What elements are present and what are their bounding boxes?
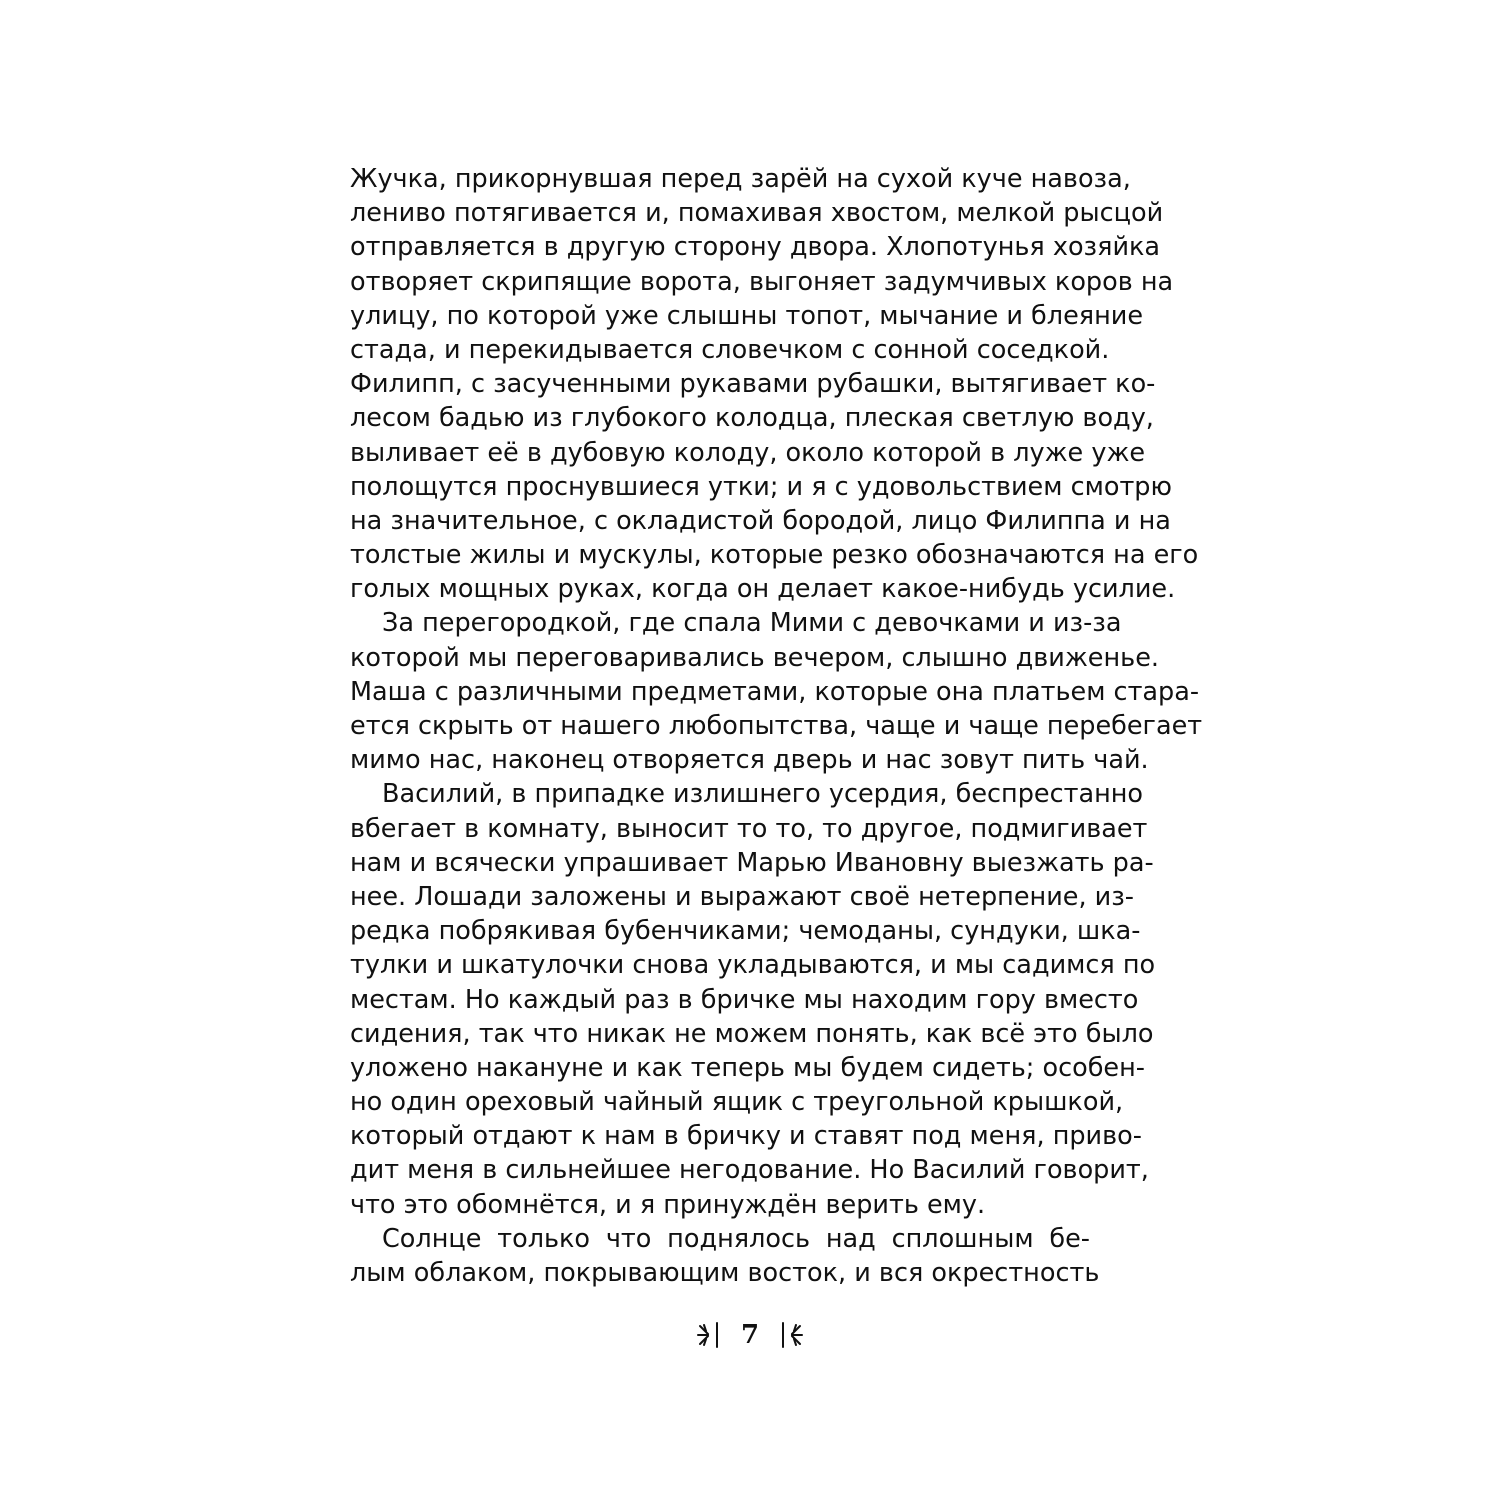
text-line: полощутся проснувшиеся утки; и я с удовольствием смотрю — [350, 471, 1172, 502]
text-line: вбегает в комнату, выносит то то, то другое, подмигивает — [350, 813, 1148, 844]
text-line: За перегородкой, где спала Мими с девочками и из-за — [382, 608, 1122, 639]
ornament-right-icon — [779, 1322, 805, 1348]
text-line: редка побрякивая бубенчиками; чемоданы, сундуки, шка- — [350, 916, 1141, 947]
page-footer — [0, 1315, 1500, 1355]
page-number: 7 — [740, 1320, 760, 1350]
text-line: который отдают к нам в бричку и ставят под меня, приво- — [350, 1121, 1142, 1152]
text-line: дит меня в сильнейшее негодование. Но Василий говорит, — [350, 1155, 1149, 1186]
text-line: Солнце только что поднялось над сплошным бе- — [382, 1223, 1090, 1254]
text-line: ется скрыть от нашего любопытства, чаще и чаще перебегает — [350, 711, 1203, 741]
text-line: голых мощных руках, когда он делает какое-нибудь усилие. — [350, 574, 1176, 605]
text-line: уложено накануне и как теперь мы будем сидеть; особен- — [350, 1052, 1145, 1083]
text-line: сидения, так что никак не можем понять, как всё это было — [350, 1018, 1154, 1049]
text-line: толстые жилы и мускулы, которые резко обозначаются на его — [350, 540, 1199, 571]
text-line: нее. Лошади заложены и выражают своё нетерпение, из- — [350, 881, 1135, 912]
text-line: Маша с различными предметами, которые она платьем стара- — [350, 676, 1200, 707]
text-line: но один ореховый чайный ящик с треугольной крышкой, — [350, 1087, 1124, 1118]
text-line: отворяет скрипящие ворота, выгоняет задумчивых коров на — [350, 266, 1174, 297]
text-line: лым облаком, покрывающим восток, и вся окрестность — [350, 1258, 1100, 1288]
text-line: Жучка, прикорнувшая перед зарёй на сухой куче навоза, — [350, 164, 1131, 194]
text-line: Василий, в припадке излишнего усердия, беспрестанно — [382, 779, 1144, 810]
text-line: улицу, по которой уже слышны топот, мычание и блеяние — [350, 300, 1144, 331]
text-line: тулки и шкатулочки снова укладываются, и мы садимся по — [350, 950, 1156, 981]
text-line: отправляется в другую сторону двора. Хлопотунья хозяйка — [350, 232, 1161, 263]
text-line: стада, и перекидывается словечком с сонной соседкой. — [350, 334, 1110, 365]
text-line: нам и всячески упрашивает Марью Ивановну выезжать ра- — [350, 847, 1154, 878]
text-line: выливает её в дубовую колоду, около которой в луже уже — [350, 437, 1146, 468]
text-line: лесом бадью из глубокого колодца, плеская светлую воду, — [350, 403, 1154, 434]
text-line: Филипп, с засученными рукавами рубашки, вытягивает ко- — [350, 369, 1156, 400]
text-line: местам. Но каждый раз в бричке мы находим гору вместо — [350, 984, 1139, 1015]
body-text — [350, 162, 1203, 1290]
text-line: на значительное, с окладистой бородой, лицо Филиппа и на — [350, 505, 1171, 536]
text-line: что это обомнётся, и я принуждён верить ему. — [350, 1189, 986, 1220]
text-line: лениво потягивается и, помахивая хвостом, мелкой рысцой — [350, 198, 1164, 229]
ornament-left-icon — [695, 1322, 721, 1348]
text-line: которой мы переговаривались вечером, слышно движенье. — [350, 642, 1159, 673]
text-line: мимо нас, наконец отворяется дверь и нас зовут пить чай. — [350, 745, 1149, 776]
